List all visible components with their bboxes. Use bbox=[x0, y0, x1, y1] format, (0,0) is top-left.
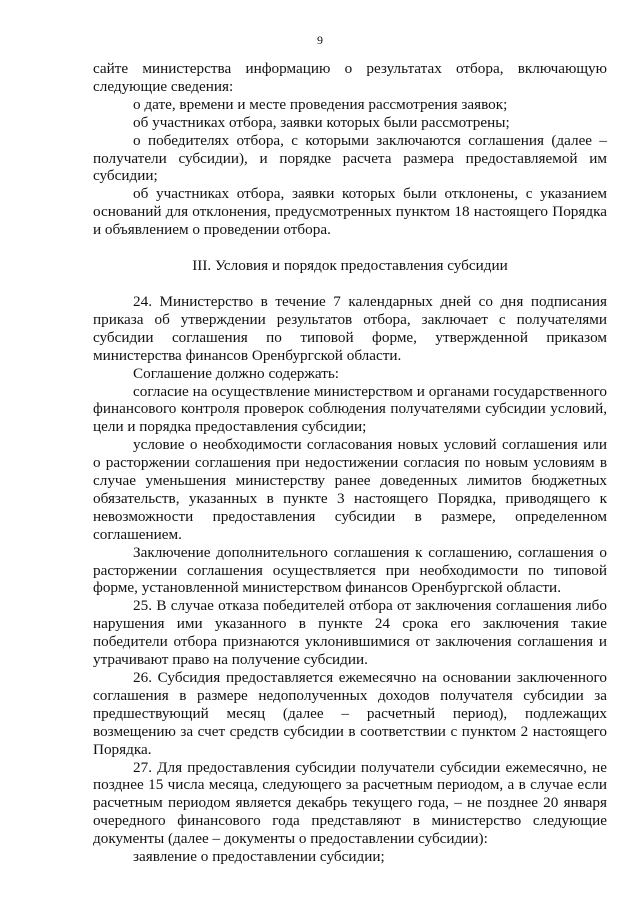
paragraph: Соглашение должно содержать: bbox=[133, 364, 340, 382]
paragraph: сайте министерства информацию о результатах отбора, включающую следующие сведения: bbox=[93, 60, 607, 95]
paragraph: 24. Министерство в течение 7 календарных дней со дня подписания приказа об утверждении результатов отбора, заключает с получателями субсидии соглашения по типовой форме, утвержденной приказом министерства финансов Оренбургской области. bbox=[93, 292, 607, 364]
document-body bbox=[93, 60, 607, 866]
spacer bbox=[93, 275, 607, 293]
paragraph: заявление о предоставлении субсидии; bbox=[133, 848, 385, 866]
paragraph: о победителях отбора, с которыми заключаются соглашения (далее – получатели субсидии), и порядке расчета размера предоставляемой им субсидии; bbox=[93, 131, 607, 185]
page-number: 9 bbox=[317, 33, 323, 47]
paragraph: об участниках отбора, заявки которых были рассмотрены; bbox=[133, 113, 510, 131]
spacer bbox=[93, 239, 607, 257]
paragraph: согласие на осуществление министерством и органами государственного финансового контроля проверок соблюдения получателями субсидии условий, цели и порядка предоставления субсидии; bbox=[93, 382, 607, 436]
paragraph: условие о необходимости согласования новых условий соглашения или о расторжении соглашения при недостижении согласия по новым условиям в случае уменьшения министерству ранее доведенных лимитов бюджетных обязательств, указанных в пункте 3 настоящего Порядка, приводящего к невозможности предоставления субсидии в размере, определенном соглашением. bbox=[93, 436, 607, 543]
paragraph: о дате, времени и месте проведения рассмотрения заявок; bbox=[133, 95, 508, 113]
paragraph: об участниках отбора, заявки которых были отклонены, с указанием оснований для отклонения, предусмотренных пунктом 18 настоящего Порядка и объявлением о проведении отбора. bbox=[93, 185, 607, 239]
paragraph: Заключение дополнительного соглашения к соглашению, соглашения о расторжении соглашения осуществляется при необходимости по типовой форме, установленной министерством финансов Оренбургской области. bbox=[93, 543, 607, 597]
paragraph: 26. Субсидия предоставляется ежемесячно на основании заключенного соглашения в размере недополученных доходов получателя субсидии за предшествующий месяц (далее – расчетный период), подлежащих возмещению за счет средств субсидии в соответствии с пунктом 2 настоящего Порядка. bbox=[93, 669, 607, 758]
paragraph: 27. Для предоставления субсидии получатели субсидии ежемесячно, не позднее 15 числа месяца, следующего за расчетным периодом, а в случае если расчетным периодом является декабрь текущего года, – не позднее 20 января очередного финансового года представляют в министерство следующие документы (далее – документы о предоставлении субсидии): bbox=[93, 758, 607, 848]
section-heading: III. Условия и порядок предоставления субсидии bbox=[192, 257, 508, 275]
paragraph: 25. В случае отказа победителей отбора от заключения соглашения либо нарушения ими указанного в пункте 24 срока его заключения такие победители отбора признаются уклонившимися от заключения соглашения и утрачивают право на получение субсидии. bbox=[93, 597, 607, 669]
